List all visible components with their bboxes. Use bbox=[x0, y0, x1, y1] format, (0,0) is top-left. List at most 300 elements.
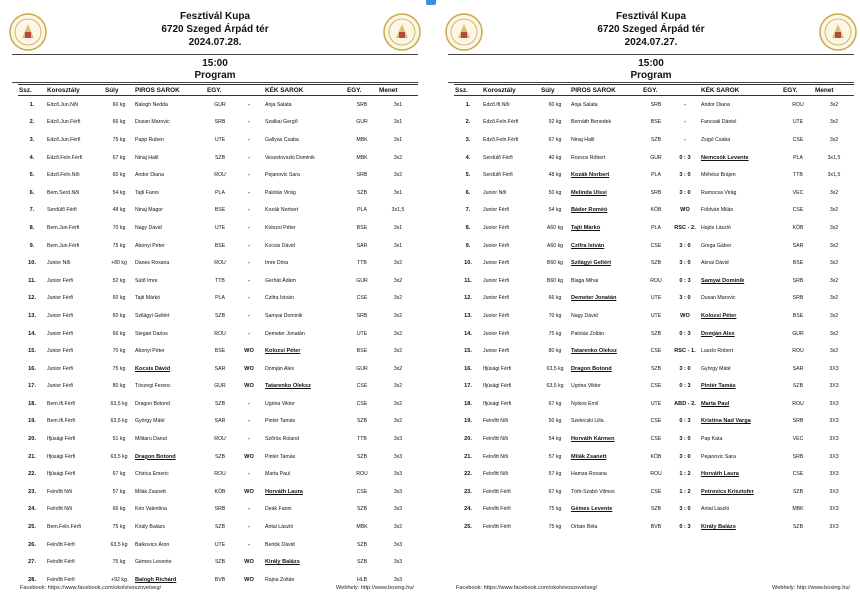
blue-corner-club: BSE bbox=[792, 260, 804, 267]
rounds: 3x2 bbox=[829, 330, 839, 337]
bout-result: - bbox=[248, 524, 250, 531]
weight-class: A60 kg bbox=[546, 242, 564, 249]
weight-class: 51 kg bbox=[112, 436, 126, 443]
rounds: 3x3 bbox=[393, 506, 403, 513]
event-venue: 6720 Szeged Árpád tér bbox=[597, 24, 705, 35]
red-corner-boxer: Kocsis Dávid bbox=[135, 365, 171, 372]
session-time: 15:00 bbox=[638, 58, 664, 69]
bout-result: WO bbox=[244, 453, 254, 460]
blue-corner-club: BSE bbox=[356, 224, 368, 231]
bout-number: 23. bbox=[28, 488, 36, 495]
red-corner-boxer: Báder Roméó bbox=[571, 207, 608, 214]
rounds: 3x3 bbox=[393, 436, 403, 443]
rounds: 3X3 bbox=[829, 488, 839, 495]
col-header: Súly bbox=[104, 85, 134, 96]
bout-result: - bbox=[684, 136, 686, 143]
age-category: Felnőtt Női bbox=[483, 471, 509, 478]
bout-result: 0 : 3 bbox=[679, 418, 691, 425]
bout-number: 7. bbox=[465, 207, 471, 214]
bout-number: 6. bbox=[465, 189, 471, 196]
red-corner-boxer: György Máté bbox=[135, 418, 165, 425]
weight-class: 63,5 kg bbox=[110, 453, 128, 460]
bout-result: - bbox=[684, 101, 686, 108]
red-corner-boxer: Melinda Ulssi bbox=[571, 189, 607, 196]
table-row bbox=[454, 96, 854, 114]
red-corner-boxer: Szilágyi Gellért bbox=[135, 312, 170, 319]
table-row bbox=[454, 465, 854, 483]
col-header: EGY. bbox=[346, 85, 378, 96]
bout-result: WO bbox=[244, 576, 254, 583]
age-category: Serdülő Férfi bbox=[483, 154, 513, 161]
weight-class: 75 kg bbox=[112, 242, 126, 249]
bout-number: 14. bbox=[464, 330, 472, 337]
rounds: 3x2 bbox=[393, 154, 403, 161]
blue-corner-boxer: György Máté bbox=[701, 365, 731, 372]
red-corner-club: UTE bbox=[214, 541, 226, 548]
rounds: 3X3 bbox=[829, 453, 839, 460]
blue-corner-boxer: Palotás Virág bbox=[265, 189, 296, 196]
blue-corner-boxer: Kocsis Dávid bbox=[265, 242, 295, 249]
age-category: Felnőtt Férfi bbox=[483, 506, 511, 513]
red-corner-boxer: Kozák Norbert bbox=[571, 172, 610, 179]
blue-corner-boxer: Zsigó Csaba bbox=[701, 136, 731, 143]
red-corner-boxer: Milák Zsanett bbox=[571, 453, 607, 460]
age-category: Junior Férfi bbox=[47, 330, 73, 337]
weight-class: B60 kg bbox=[546, 277, 564, 284]
bout-number: 16. bbox=[28, 365, 36, 372]
table-row bbox=[454, 448, 854, 466]
col-header: Menet bbox=[814, 85, 854, 96]
red-corner-boxer: Ninaj Halil bbox=[571, 136, 595, 143]
rounds: 3x2 bbox=[829, 277, 839, 284]
red-corner-club: KÖB bbox=[214, 488, 226, 495]
table-row bbox=[454, 342, 854, 360]
bout-result: ABD - 2. bbox=[674, 400, 696, 407]
red-corner-club: ROU bbox=[214, 436, 226, 443]
red-corner-club: UTE bbox=[214, 224, 226, 231]
col-header: Menet bbox=[378, 85, 418, 96]
red-corner-club: ROU bbox=[214, 471, 226, 478]
red-corner-club: SZB bbox=[214, 453, 226, 460]
rounds: 3X3 bbox=[829, 383, 839, 390]
bout-result: - bbox=[248, 101, 250, 108]
weight-class: 75 kg bbox=[112, 524, 126, 531]
table-row bbox=[18, 465, 418, 483]
age-category: Edző.Jun.Férfi bbox=[47, 119, 81, 126]
table-row bbox=[454, 254, 854, 272]
bout-result: - bbox=[248, 154, 250, 161]
bout-result: 3 : 0 bbox=[679, 189, 691, 196]
program-page-right bbox=[442, 0, 860, 611]
table-row bbox=[454, 430, 854, 448]
blue-corner-boxer: Domján Alex bbox=[265, 365, 295, 372]
red-corner-boxer: Bernáth Benedek bbox=[571, 119, 612, 126]
col-header: Ssz. bbox=[454, 85, 482, 96]
bout-number: 3. bbox=[465, 136, 471, 143]
red-corner-club: UTE bbox=[650, 295, 662, 302]
bout-number: 2. bbox=[465, 119, 471, 126]
rounds: 3x3 bbox=[393, 541, 403, 548]
weight-class: +92 kg bbox=[111, 576, 127, 583]
blue-corner-club: SRB bbox=[356, 172, 368, 179]
blue-corner-club: SZB bbox=[792, 488, 804, 495]
rounds: 3x2 bbox=[829, 207, 839, 214]
weight-class: 66 kg bbox=[112, 330, 126, 337]
red-corner-club: SAR bbox=[214, 418, 226, 425]
table-row bbox=[18, 325, 418, 343]
bout-result: - bbox=[248, 436, 250, 443]
blue-corner-boxer: Laszlo Robert bbox=[701, 348, 734, 355]
bout-result: - bbox=[248, 418, 250, 425]
bout-number: 18. bbox=[28, 400, 36, 407]
bout-number: 3. bbox=[29, 136, 35, 143]
blue-corner-club: MBK bbox=[792, 506, 804, 513]
age-category: Felnőtt Férfi bbox=[47, 541, 75, 548]
bout-number: 15. bbox=[464, 348, 472, 355]
table-row bbox=[454, 413, 854, 431]
red-corner-boxer: Militaru Danut bbox=[135, 436, 168, 443]
bout-result: 3 : 0 bbox=[679, 242, 691, 249]
table-row bbox=[454, 114, 854, 132]
age-category: Bem.Jun.Férfi bbox=[47, 224, 80, 231]
blue-corner-boxer: Dusan Marovic bbox=[701, 295, 736, 302]
age-category: Ifjúsági Férfi bbox=[483, 400, 512, 407]
bout-result: - bbox=[248, 172, 250, 179]
blue-corner-boxer: Pejanovic Sara bbox=[265, 172, 300, 179]
age-category: Felnőtt Női bbox=[483, 453, 509, 460]
rounds: 3x2 bbox=[393, 365, 403, 372]
rounds: 3x2 bbox=[393, 348, 403, 355]
weight-class: 54 kg bbox=[112, 189, 126, 196]
red-corner-club: SZB bbox=[214, 559, 226, 566]
age-category: Junior Férfi bbox=[483, 277, 509, 284]
col-header: KÉK SAROK bbox=[700, 85, 782, 96]
bout-number: 27. bbox=[28, 559, 36, 566]
red-corner-boxer: Tószegi Ferenc bbox=[135, 383, 171, 390]
age-category: Felnőtt Női bbox=[47, 488, 73, 495]
event-title: Fesztivál Kupa bbox=[179, 11, 251, 22]
blue-corner-club: SZB bbox=[792, 524, 804, 531]
red-corner-club: SZB bbox=[650, 330, 662, 337]
weight-class: 60 kg bbox=[548, 101, 562, 108]
bout-result: WO bbox=[680, 312, 690, 319]
event-title: Fesztivál Kupa bbox=[615, 11, 687, 22]
rounds: 3x3 bbox=[393, 576, 403, 583]
bout-number: 20. bbox=[28, 436, 36, 443]
blue-corner-boxer: Pintér Tamás bbox=[265, 418, 296, 425]
bout-list bbox=[454, 96, 854, 536]
blue-corner-boxer: Andor Diana bbox=[701, 101, 730, 108]
col-header: KÉK SAROK bbox=[264, 85, 346, 96]
bout-table bbox=[18, 84, 418, 589]
age-category: Junior Férfi bbox=[483, 312, 509, 319]
divider bbox=[448, 82, 854, 83]
bout-result: - bbox=[248, 224, 250, 231]
red-corner-boxer: Dragon Botond bbox=[571, 365, 612, 372]
age-category: Ifjúsági Férfi bbox=[483, 365, 512, 372]
bout-result: 3 : 0 bbox=[679, 260, 691, 267]
weight-class: 75 kg bbox=[548, 524, 562, 531]
blue-corner-club: CSE bbox=[356, 383, 368, 390]
blue-corner-club: VEC bbox=[792, 189, 804, 196]
blue-corner-club: SAR bbox=[792, 242, 804, 249]
age-category: Edző.Jun.Férfi bbox=[47, 136, 81, 143]
bout-result: - bbox=[248, 242, 250, 249]
red-corner-club: SZB bbox=[214, 312, 226, 319]
red-corner-boxer: Abonyi Péter bbox=[135, 242, 165, 249]
red-corner-boxer: Ugrina Viktor bbox=[571, 383, 601, 390]
red-corner-boxer: Horváth Kármen bbox=[571, 436, 615, 443]
rounds: 3x1,5 bbox=[827, 154, 841, 161]
red-corner-boxer: Danes Roxana bbox=[135, 260, 170, 267]
bout-number: 5. bbox=[29, 172, 35, 179]
red-corner-club: SAR bbox=[214, 365, 226, 372]
age-category: Junior Férfi bbox=[483, 207, 509, 214]
rounds: 3x1 bbox=[393, 224, 403, 231]
bout-result: 0 : 3 bbox=[679, 277, 691, 284]
col-header: EGY. bbox=[782, 85, 814, 96]
rounds: 3x1 bbox=[393, 242, 403, 249]
weight-class: 63,5 kg bbox=[546, 365, 564, 372]
rounds: 3x2 bbox=[393, 383, 403, 390]
bout-number: 4. bbox=[465, 154, 471, 161]
age-category: Edző.Feln.Női bbox=[47, 172, 80, 179]
table-row bbox=[18, 501, 418, 519]
blue-corner-club: GUR bbox=[356, 277, 368, 284]
event-header bbox=[442, 10, 860, 49]
blue-corner-club: SRB bbox=[792, 277, 804, 284]
blue-corner-boxer: Veszelovszki Dominik bbox=[265, 154, 315, 161]
age-category: Junior Férfi bbox=[483, 260, 509, 267]
bout-result: - bbox=[684, 119, 686, 126]
blue-corner-club: CSE bbox=[792, 136, 804, 143]
col-header: EGY. bbox=[642, 85, 670, 96]
red-corner-club: BSE bbox=[214, 207, 226, 214]
blue-corner-boxer: Grega Gábor bbox=[701, 242, 732, 249]
rounds: 3x3 bbox=[393, 488, 403, 495]
col-header: Ssz. bbox=[18, 85, 46, 96]
red-corner-club: PLA bbox=[651, 172, 661, 179]
bout-number: 9. bbox=[29, 242, 35, 249]
bout-result: - bbox=[248, 119, 250, 126]
window-tab-indicator[interactable] bbox=[426, 0, 436, 5]
red-corner-boxer: Balogh Nedda bbox=[135, 101, 168, 108]
red-corner-boxer: Szilágyi Gellért bbox=[571, 260, 612, 267]
blue-corner-club: SZB bbox=[792, 383, 804, 390]
event-header bbox=[6, 10, 424, 49]
table-row bbox=[18, 272, 418, 290]
divider bbox=[12, 54, 418, 55]
red-corner-club: CSE bbox=[650, 348, 662, 355]
blue-corner-boxer: Ugrina Viktor bbox=[265, 400, 295, 407]
col-header: Súly bbox=[540, 85, 570, 96]
weight-class: B60 kg bbox=[546, 260, 564, 267]
rounds: 3x2 bbox=[393, 418, 403, 425]
red-corner-club: ROU bbox=[214, 260, 226, 267]
blue-corner-club: SZB bbox=[356, 453, 368, 460]
age-category: Junior Női bbox=[483, 189, 507, 196]
bout-number: 12. bbox=[28, 295, 36, 302]
age-category: Felnőtt Férfi bbox=[483, 524, 511, 531]
red-corner-club: UTE bbox=[650, 312, 662, 319]
table-row bbox=[18, 307, 418, 325]
blue-corner-club: GUR bbox=[356, 119, 368, 126]
age-category: Junior Női bbox=[47, 260, 71, 267]
weight-class: 80 kg bbox=[548, 348, 562, 355]
table-row bbox=[18, 448, 418, 466]
table-row bbox=[18, 237, 418, 255]
weight-class: 67 kg bbox=[112, 154, 126, 161]
col-header: Korosztály bbox=[46, 85, 104, 96]
blue-corner-club: SAR bbox=[356, 242, 368, 249]
red-corner-club: SRB bbox=[214, 119, 226, 126]
bout-number: 4. bbox=[29, 154, 35, 161]
weight-class: 60 kg bbox=[112, 295, 126, 302]
blue-corner-club: TTB bbox=[357, 260, 367, 267]
red-corner-club: SZB bbox=[214, 154, 226, 161]
red-corner-boxer: Gémes Levente bbox=[571, 506, 613, 513]
red-corner-boxer: Palotás Zoltán bbox=[571, 330, 605, 337]
table-row bbox=[454, 518, 854, 536]
age-category: Felnőtt Férfi bbox=[47, 559, 75, 566]
red-corner-boxer: Rozsos Róbert bbox=[571, 154, 606, 161]
weight-class: 63,5 kg bbox=[110, 400, 128, 407]
blue-corner-boxer: Kolozsi Péter bbox=[701, 312, 737, 319]
red-corner-boxer: Balogh Richárd bbox=[135, 576, 177, 583]
bout-result: WO bbox=[244, 383, 254, 390]
red-corner-club: UTE bbox=[214, 136, 226, 143]
bout-result: WO bbox=[244, 488, 254, 495]
session-box bbox=[6, 58, 424, 82]
age-category: Junior Férfi bbox=[47, 277, 73, 284]
red-corner-club: ROU bbox=[650, 277, 662, 284]
blue-corner-boxer: Antal László bbox=[265, 524, 294, 531]
event-date: 2024.07.27. bbox=[624, 37, 678, 48]
blue-corner-boxer: Marta Paul bbox=[265, 471, 291, 478]
age-category: Bem.Ifi.Férfi bbox=[47, 400, 75, 407]
blue-corner-boxer: Czifra István bbox=[265, 295, 294, 302]
blue-corner-boxer: Samyai Dominik bbox=[701, 277, 745, 284]
weight-class: 60 kg bbox=[112, 172, 126, 179]
red-corner-club: SZB bbox=[214, 524, 226, 531]
blue-corner-club: SZB bbox=[356, 559, 368, 566]
red-corner-boxer: Dusan Marovic bbox=[135, 119, 170, 126]
table-row bbox=[18, 553, 418, 571]
table-row bbox=[454, 290, 854, 308]
bout-result: - bbox=[248, 207, 250, 214]
bout-number: 19. bbox=[464, 418, 472, 425]
weight-class: 66 kg bbox=[112, 119, 126, 126]
table-row bbox=[18, 518, 418, 536]
table-row bbox=[454, 237, 854, 255]
age-category: Junior Férfi bbox=[483, 330, 509, 337]
blue-corner-boxer: Pintér Tamás bbox=[265, 453, 296, 460]
blue-corner-club: CSE bbox=[356, 488, 368, 495]
weight-class: 48 kg bbox=[548, 172, 562, 179]
red-corner-club: CSE bbox=[650, 436, 662, 443]
blue-corner-boxer: Földvári Milán bbox=[701, 207, 734, 214]
session-label: Program bbox=[194, 70, 236, 81]
table-row bbox=[454, 501, 854, 519]
red-corner-boxer: Dragon Botond bbox=[135, 453, 176, 460]
blue-corner-boxer: Horváth Laura bbox=[265, 488, 303, 495]
bout-result: 0 : 3 bbox=[679, 383, 691, 390]
bout-result: - bbox=[248, 260, 250, 267]
red-corner-boxer: Tatarenko Oleksz bbox=[571, 348, 617, 355]
red-corner-club: ROU bbox=[650, 471, 662, 478]
blue-corner-boxer: Méhész Brájen bbox=[701, 172, 736, 179]
weight-class: 57 kg bbox=[548, 453, 562, 460]
footer-website: Webhely: http://www.boxing.hu/ bbox=[336, 585, 414, 591]
col-header bbox=[670, 85, 700, 96]
red-corner-club: GUR bbox=[214, 383, 226, 390]
bout-result: - bbox=[248, 330, 250, 337]
red-corner-boxer: Sütő Imre bbox=[135, 277, 158, 284]
bout-number: 21. bbox=[28, 453, 36, 460]
bout-result: - bbox=[248, 277, 250, 284]
red-corner-club: TTB bbox=[215, 277, 225, 284]
age-category: Junior Férfi bbox=[483, 242, 509, 249]
red-corner-club: PLA bbox=[215, 189, 225, 196]
weight-class: 57 kg bbox=[548, 471, 562, 478]
table-row bbox=[18, 430, 418, 448]
bout-result: 3 : 0 bbox=[679, 453, 691, 460]
rounds: 3x1 bbox=[393, 189, 403, 196]
bout-number: 17. bbox=[464, 383, 472, 390]
weight-class: 70 kg bbox=[548, 312, 562, 319]
blue-corner-club: UTE bbox=[792, 119, 804, 126]
blue-corner-boxer: Demeter Jonatán bbox=[265, 330, 305, 337]
blue-corner-boxer: Bertók Dávid bbox=[265, 541, 295, 548]
red-corner-boxer: Anja Salata bbox=[571, 101, 598, 108]
bout-result: 0 : 3 bbox=[679, 524, 691, 531]
red-corner-boxer: Milák Zsanett bbox=[135, 488, 166, 495]
age-category: Ifjúsági Férfi bbox=[47, 471, 76, 478]
footer-website: Webhely: http://www.boxing.hu/ bbox=[772, 585, 850, 591]
weight-class: 70 kg bbox=[112, 348, 126, 355]
blue-corner-club: MBK bbox=[356, 154, 368, 161]
rounds: 3x3 bbox=[393, 559, 403, 566]
red-corner-club: BSE bbox=[214, 348, 226, 355]
weight-class: 92 kg bbox=[548, 119, 562, 126]
age-category: Ifjúsági Férfi bbox=[47, 453, 76, 460]
red-corner-boxer: Kén Valentina bbox=[135, 506, 167, 513]
red-corner-club: KÖB bbox=[650, 207, 662, 214]
age-category: Bem.Feln.Férfi bbox=[47, 524, 82, 531]
footer-facebook: Facebook: https://www.facebook.com/okolvivoszovetseg/ bbox=[456, 585, 598, 591]
red-corner-boxer: Szelecski Lilla bbox=[571, 418, 604, 425]
program-page-left bbox=[6, 0, 424, 611]
blue-corner-club: CSE bbox=[792, 471, 804, 478]
table-row bbox=[454, 378, 854, 396]
weight-class: 60 kg bbox=[112, 312, 126, 319]
blue-corner-club: GUR bbox=[792, 330, 804, 337]
bout-number: 7. bbox=[29, 207, 35, 214]
blue-corner-club: BSE bbox=[356, 348, 368, 355]
table-row bbox=[454, 149, 854, 167]
blue-corner-boxer: Pintér Tamás bbox=[701, 383, 736, 390]
red-corner-club: CSE bbox=[650, 418, 662, 425]
weight-class: 54 kg bbox=[548, 207, 562, 214]
rounds: 3X3 bbox=[829, 524, 839, 531]
blue-corner-boxer: Imre Dóra bbox=[265, 260, 289, 267]
rounds: 3x2 bbox=[393, 312, 403, 319]
blue-corner-club: SRB bbox=[356, 312, 368, 319]
bout-result: - bbox=[248, 471, 250, 478]
col-header: PIROS SAROK bbox=[134, 85, 206, 96]
blue-corner-boxer: Fancsali Dániel bbox=[701, 119, 737, 126]
col-header: Korosztály bbox=[482, 85, 540, 96]
